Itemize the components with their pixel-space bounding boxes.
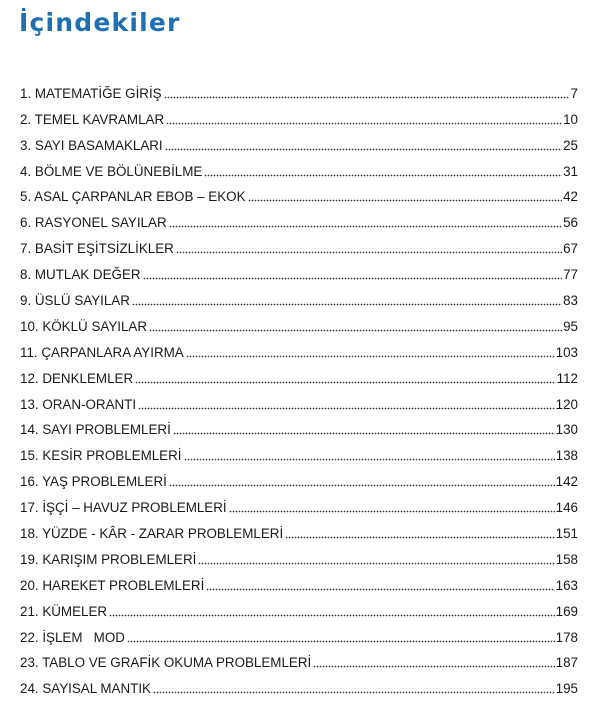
toc-entry-page: 195 xyxy=(555,681,578,697)
toc-entry-page: 178 xyxy=(555,629,578,645)
toc-entry-label: 2. TEMEL KAVRAMLAR xyxy=(20,111,165,127)
toc-entry-page: 130 xyxy=(555,422,578,438)
toc-entry-page: 67 xyxy=(563,241,578,257)
toc-entry-label: 10. KÖKLÜ SAYILAR xyxy=(20,318,148,334)
toc-entry-page: 187 xyxy=(555,655,578,671)
toc-entry[interactable] xyxy=(20,646,578,672)
dot-leader xyxy=(169,225,562,228)
toc-entry[interactable] xyxy=(20,594,578,620)
toc-entry-page: 158 xyxy=(555,551,578,567)
dot-leader xyxy=(229,510,555,513)
toc-entry-page: 42 xyxy=(563,189,578,205)
toc-entry-page: 83 xyxy=(563,293,578,309)
toc-entry-label: 7. BASİT EŞİTSİZLİKLER xyxy=(20,241,174,257)
toc-entry-page: 169 xyxy=(555,603,578,619)
toc-entry-page: 120 xyxy=(555,396,578,412)
toc-entry[interactable] xyxy=(20,361,578,387)
dot-leader xyxy=(186,355,555,358)
toc-entry-label: 4. BÖLME VE BÖLÜNEBİLME xyxy=(20,163,203,179)
dot-leader xyxy=(173,432,555,435)
toc-entry-page: 10 xyxy=(563,111,578,127)
dot-leader xyxy=(132,303,562,306)
dot-leader xyxy=(143,277,563,280)
toc-entry-page: 25 xyxy=(563,137,578,153)
toc-entry-page: 142 xyxy=(555,474,578,490)
toc-entry-label: 20. HAREKET PROBLEMLERİ xyxy=(20,577,205,593)
toc-entry[interactable] xyxy=(20,490,578,516)
toc-entry[interactable] xyxy=(20,620,578,646)
dot-leader xyxy=(135,381,556,384)
toc-entry[interactable] xyxy=(20,335,578,361)
dot-leader xyxy=(127,640,555,643)
toc-entry[interactable] xyxy=(20,464,578,490)
dot-leader xyxy=(165,148,562,151)
dot-leader xyxy=(313,665,554,668)
toc-entry-page: 163 xyxy=(555,577,578,593)
toc-entry-label: 11. ÇARPANLARA AYIRMA xyxy=(20,344,184,360)
dot-leader xyxy=(109,614,555,617)
toc-entry[interactable] xyxy=(20,413,578,439)
toc-entry-page: 103 xyxy=(555,344,578,360)
toc-entry-label: 12. DENKLEMLER xyxy=(20,370,134,386)
toc-entry-page: 138 xyxy=(555,448,578,464)
toc-entry-label: 1. MATEMATİĞE GİRİŞ xyxy=(20,85,162,101)
toc-entry-label: 14. SAYI PROBLEMLERİ xyxy=(20,422,171,438)
toc-entry-label: 24. SAYISAL MANTIK xyxy=(20,681,151,697)
toc-entry[interactable] xyxy=(20,438,578,464)
dot-leader xyxy=(169,484,555,487)
toc-entry[interactable] xyxy=(20,180,578,206)
dot-leader xyxy=(285,536,554,539)
toc-entry-page: 112 xyxy=(556,370,578,386)
toc-entry[interactable] xyxy=(20,387,578,413)
dot-leader xyxy=(149,329,562,332)
dot-leader xyxy=(184,458,555,461)
toc-entry[interactable] xyxy=(20,671,578,697)
toc-entry[interactable] xyxy=(20,309,578,335)
toc-entry-label: 8. MUTLAK DEĞER xyxy=(20,267,141,283)
dot-leader xyxy=(166,122,562,125)
toc-entry[interactable] xyxy=(20,516,578,542)
toc-entry-label: 22. İŞLEM MOD xyxy=(20,629,125,645)
toc-entry-label: 15. KESİR PROBLEMLERİ xyxy=(20,448,182,464)
dot-leader xyxy=(138,407,555,410)
toc-entry[interactable] xyxy=(20,568,578,594)
dot-leader xyxy=(153,691,555,694)
toc-entry-label: 13. ORAN-ORANTI xyxy=(20,396,137,412)
toc-entry-page: 56 xyxy=(563,215,578,231)
dot-leader xyxy=(204,174,562,177)
toc-entry[interactable] xyxy=(20,205,578,231)
toc-entry[interactable] xyxy=(20,102,578,128)
toc-entry[interactable] xyxy=(20,128,578,154)
table-of-contents xyxy=(20,76,578,697)
toc-entry-page: 146 xyxy=(555,500,578,516)
dot-leader xyxy=(248,199,563,202)
toc-entry-label: 17. İŞÇİ – HAVUZ PROBLEMLERİ xyxy=(20,500,227,516)
toc-entry[interactable] xyxy=(20,257,578,283)
dot-leader xyxy=(206,588,554,591)
toc-entry-label: 21. KÜMELER xyxy=(20,603,108,619)
dot-leader xyxy=(164,96,570,99)
toc-entry-label: 19. KARIŞIM PROBLEMLERİ xyxy=(20,551,197,567)
toc-entry-label: 9. ÜSLÜ SAYILAR xyxy=(20,293,130,309)
toc-entry-page: 95 xyxy=(563,318,578,334)
toc-entry[interactable] xyxy=(20,231,578,257)
dot-leader xyxy=(176,251,562,254)
toc-entry-page: 7 xyxy=(570,85,578,101)
toc-entry-label: 6. RASYONEL SAYILAR xyxy=(20,215,167,231)
toc-entry-page: 77 xyxy=(563,267,578,283)
toc-entry-label: 16. YAŞ PROBLEMLERİ xyxy=(20,474,167,490)
toc-entry[interactable] xyxy=(20,283,578,309)
toc-entry[interactable] xyxy=(20,154,578,180)
toc-entry-label: 23. TABLO VE GRAFİK OKUMA PROBLEMLERİ xyxy=(20,655,312,671)
toc-entry-label: 3. SAYI BASAMAKLARI xyxy=(20,137,163,153)
toc-entry-page: 151 xyxy=(555,526,578,542)
toc-entry[interactable] xyxy=(20,542,578,568)
toc-entry-label: 5. ASAL ÇARPANLAR EBOB – EKOK xyxy=(20,189,246,205)
dot-leader xyxy=(198,562,554,565)
toc-entry[interactable] xyxy=(20,76,578,102)
page-title: İçindekiler xyxy=(19,8,181,37)
toc-entry-label: 18. YÜZDE - KÂR - ZARAR PROBLEMLERİ xyxy=(20,526,284,542)
toc-entry-page: 31 xyxy=(563,163,578,179)
